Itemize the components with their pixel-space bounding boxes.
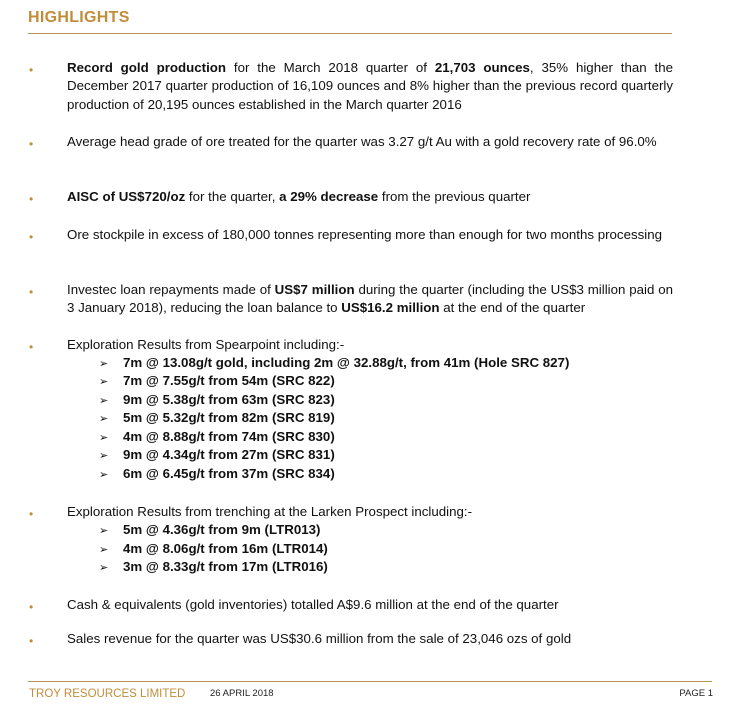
result-item — [99, 446, 335, 465]
result-text: 9m @ 5.38g/t from 63m (SRC 823) — [123, 392, 335, 407]
bullet-marker: • — [29, 192, 34, 206]
result-text: 9m @ 4.34g/t from 27m (SRC 831) — [123, 447, 335, 462]
page-title: HIGHLIGHTS — [28, 9, 130, 26]
bullet-marker: • — [29, 340, 34, 354]
bold-phrase: 21,703 ounces — [434, 60, 530, 75]
text-run: at the end of the quarter — [439, 300, 586, 316]
arrow-bullet-icon: ➢ — [99, 469, 109, 481]
text-run: during the quarter (including the US$3 million paid on 3 January 2018), reducing the loan balance to — [67, 282, 673, 316]
result-item — [99, 465, 335, 484]
arrow-bullet-icon: ➢ — [99, 432, 109, 444]
arrow-bullet-icon: ➢ — [99, 376, 109, 388]
bold-phrase: a 29% decrease — [279, 189, 379, 204]
bold-phrase: Record gold production — [67, 60, 227, 75]
page-number: PAGE 1 — [679, 688, 713, 699]
footer-rule — [28, 681, 712, 682]
text-run: for the March 2018 quarter of — [226, 60, 435, 75]
result-text: 4m @ 8.88g/t from 74m (SRC 830) — [123, 429, 335, 444]
arrow-bullet-icon: ➢ — [99, 562, 109, 574]
highlight-text — [67, 59, 673, 114]
result-item — [99, 409, 335, 428]
result-text: 5m @ 4.36g/t from 9m (LTR013) — [123, 522, 321, 537]
result-text: 7m @ 7.55g/t from 54m (SRC 822) — [123, 373, 335, 388]
bold-phrase: US$7 million — [274, 282, 355, 297]
arrow-bullet-icon: ➢ — [99, 358, 109, 370]
result-item — [99, 540, 328, 559]
bullet-marker: • — [29, 63, 34, 77]
bullet-marker: • — [29, 285, 34, 299]
highlight-text — [67, 188, 673, 206]
highlight-text: Ore stockpile in excess of 180,000 tonnes representing more than enough for two months processing — [67, 227, 663, 242]
arrow-bullet-icon: ➢ — [99, 413, 109, 425]
result-item — [99, 558, 328, 577]
result-item — [99, 354, 569, 373]
result-item — [99, 521, 320, 540]
highlight-text: Cash & equivalents (gold inventories) totalled A$9.6 million at the end of the quarter — [67, 597, 559, 612]
highlight-text: Exploration Results from Spearpoint including:- — [67, 337, 345, 352]
footer-company: TROY RESOURCES LIMITED — [29, 688, 186, 700]
footer-date: 26 APRIL 2018 — [210, 688, 274, 699]
text-run: Investec loan repayments made of — [67, 282, 275, 297]
result-text: 4m @ 8.06g/t from 16m (LTR014) — [123, 541, 328, 556]
arrow-bullet-icon: ➢ — [99, 525, 109, 537]
arrow-bullet-icon: ➢ — [99, 544, 109, 556]
result-item — [99, 391, 335, 410]
highlight-text — [67, 281, 673, 318]
bold-phrase: AISC of US$720/oz — [67, 189, 186, 204]
result-item — [99, 372, 335, 391]
text-run: from the previous quarter — [378, 189, 531, 204]
highlight-text: Exploration Results from trenching at the Larken Prospect including:- — [67, 504, 473, 519]
bold-phrase: US$16.2 million — [341, 300, 440, 316]
result-item — [99, 428, 335, 447]
bullet-marker: • — [29, 634, 34, 648]
highlight-text: Sales revenue for the quarter was US$30.6 million from the sale of 23,046 ozs of gold — [67, 631, 572, 646]
bullet-marker: • — [29, 230, 34, 244]
bullet-marker: • — [29, 137, 34, 151]
arrow-bullet-icon: ➢ — [99, 450, 109, 462]
result-text: 7m @ 13.08g/t gold, including 2m @ 32.88g/t, from 41m (Hole SRC 827) — [123, 355, 570, 370]
result-text: 3m @ 8.33g/t from 17m (LTR016) — [123, 559, 328, 574]
text-run: for the quarter, — [185, 189, 280, 204]
result-text: 6m @ 6.45g/t from 37m (SRC 834) — [123, 466, 335, 481]
arrow-bullet-icon: ➢ — [99, 395, 109, 407]
header-rule — [28, 33, 672, 34]
text-run: , 35% higher than the December 2017 quarter production of 16,109 ounces and 8% higher than the previous record quarterly production of 20,195 ounces established in the March quarter 2016 — [67, 60, 674, 112]
highlight-text: Average head grade of ore treated for the quarter was 3.27 g/t Au with a gold recovery rate of 96.0% — [67, 134, 657, 149]
result-text: 5m @ 5.32g/t from 82m (SRC 819) — [123, 410, 335, 425]
bullet-marker: • — [29, 507, 34, 521]
bullet-marker: • — [29, 600, 34, 614]
